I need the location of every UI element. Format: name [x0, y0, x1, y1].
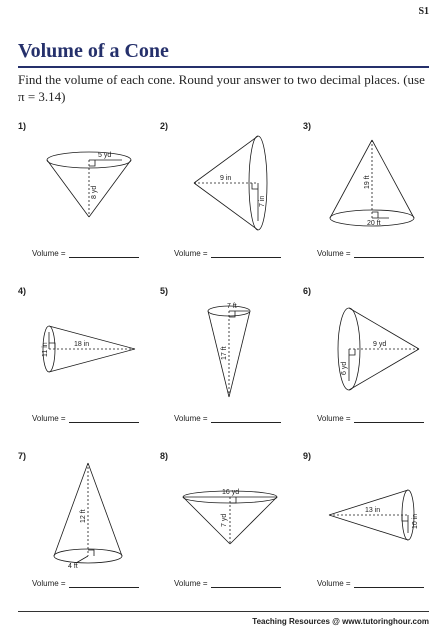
cone-figure-7: [18, 451, 160, 571]
radius-label: 11 in: [42, 342, 49, 357]
cone-figure-5: [160, 286, 302, 401]
cone-figure-6: [303, 286, 445, 401]
problem-1: [18, 121, 160, 281]
title-underline: [18, 66, 429, 68]
footer-credit: Teaching Resources @ www.tutoringhour.com: [252, 617, 429, 626]
problem-number: 2): [160, 121, 169, 131]
answer-row: [317, 249, 424, 258]
cone-figure-8: [160, 451, 302, 561]
problem-number: 1): [18, 121, 27, 131]
problem-number: 3): [303, 121, 312, 131]
radius-label: 6 yd: [341, 361, 348, 375]
problem-2: [160, 121, 302, 281]
answer-blank[interactable]: [354, 249, 424, 258]
answer-row: [32, 579, 139, 588]
answer-blank[interactable]: [69, 579, 139, 588]
radius-label: 7 in: [259, 195, 266, 207]
cone-figure-3: [303, 121, 445, 231]
answer-label: Volume =: [32, 249, 66, 258]
answer-row: [174, 579, 281, 588]
radius-label: 16 yd: [222, 489, 240, 496]
answer-row: [317, 579, 424, 588]
height-label: 9 in: [220, 175, 232, 182]
problem-3: [303, 121, 445, 281]
problem-7: [18, 451, 160, 611]
answer-label: Volume =: [174, 249, 208, 258]
height-label: 12 ft: [80, 509, 87, 523]
answer-label: Volume =: [32, 414, 66, 423]
problem-number: 8): [160, 451, 169, 461]
radius-label: 10 in: [412, 513, 419, 529]
answer-label: Volume =: [174, 579, 208, 588]
problem-8: [160, 451, 302, 611]
answer-blank[interactable]: [211, 414, 281, 423]
cone-figure-1: [18, 121, 160, 231]
radius-label: 5 yd: [98, 152, 112, 159]
answer-label: Volume =: [32, 579, 66, 588]
answer-blank[interactable]: [211, 579, 281, 588]
height-label: 13 in: [365, 507, 381, 514]
problem-4: [18, 286, 160, 446]
radius-label: 7 ft: [227, 303, 237, 310]
height-label: 19 ft: [364, 175, 371, 189]
problem-6: [303, 286, 445, 446]
problem-5: [160, 286, 302, 446]
problem-number: 7): [18, 451, 27, 461]
answer-row: [174, 414, 281, 423]
radius-label: 4 ft: [68, 563, 78, 570]
answer-label: Volume =: [174, 414, 208, 423]
page-title: Volume of a Cone: [18, 40, 169, 62]
answer-blank[interactable]: [211, 249, 281, 258]
answer-blank[interactable]: [354, 414, 424, 423]
answer-blank[interactable]: [69, 249, 139, 258]
height-label: 9 yd: [373, 341, 387, 348]
answer-label: Volume =: [317, 249, 351, 258]
sheet-code: S1: [418, 6, 429, 17]
problem-number: 9): [303, 451, 312, 461]
answer-label: Volume =: [317, 579, 351, 588]
height-label: 8 yd: [91, 185, 98, 199]
cone-figure-2: [160, 121, 302, 231]
answer-row: [174, 249, 281, 258]
answer-row: [32, 249, 139, 258]
radius-label: 20 ft: [367, 220, 381, 227]
problem-number: 4): [18, 286, 27, 296]
answer-row: [32, 414, 139, 423]
answer-blank[interactable]: [354, 579, 424, 588]
height-label: 18 in: [74, 341, 90, 348]
footer-divider: [18, 611, 429, 612]
cone-figure-9: [303, 451, 445, 561]
problem-number: 6): [303, 286, 312, 296]
answer-blank[interactable]: [69, 414, 139, 423]
answer-row: [317, 414, 424, 423]
height-label: 17 ft: [221, 346, 228, 360]
height-label: 7 yd: [221, 513, 228, 527]
problem-number: 5): [160, 286, 169, 296]
instructions: Find the volume of each cone. Round your answer to two decimal places. (use π = 3.14): [18, 72, 425, 104]
problem-9: [303, 451, 445, 611]
cone-figure-4: [18, 286, 160, 396]
answer-label: Volume =: [317, 414, 351, 423]
